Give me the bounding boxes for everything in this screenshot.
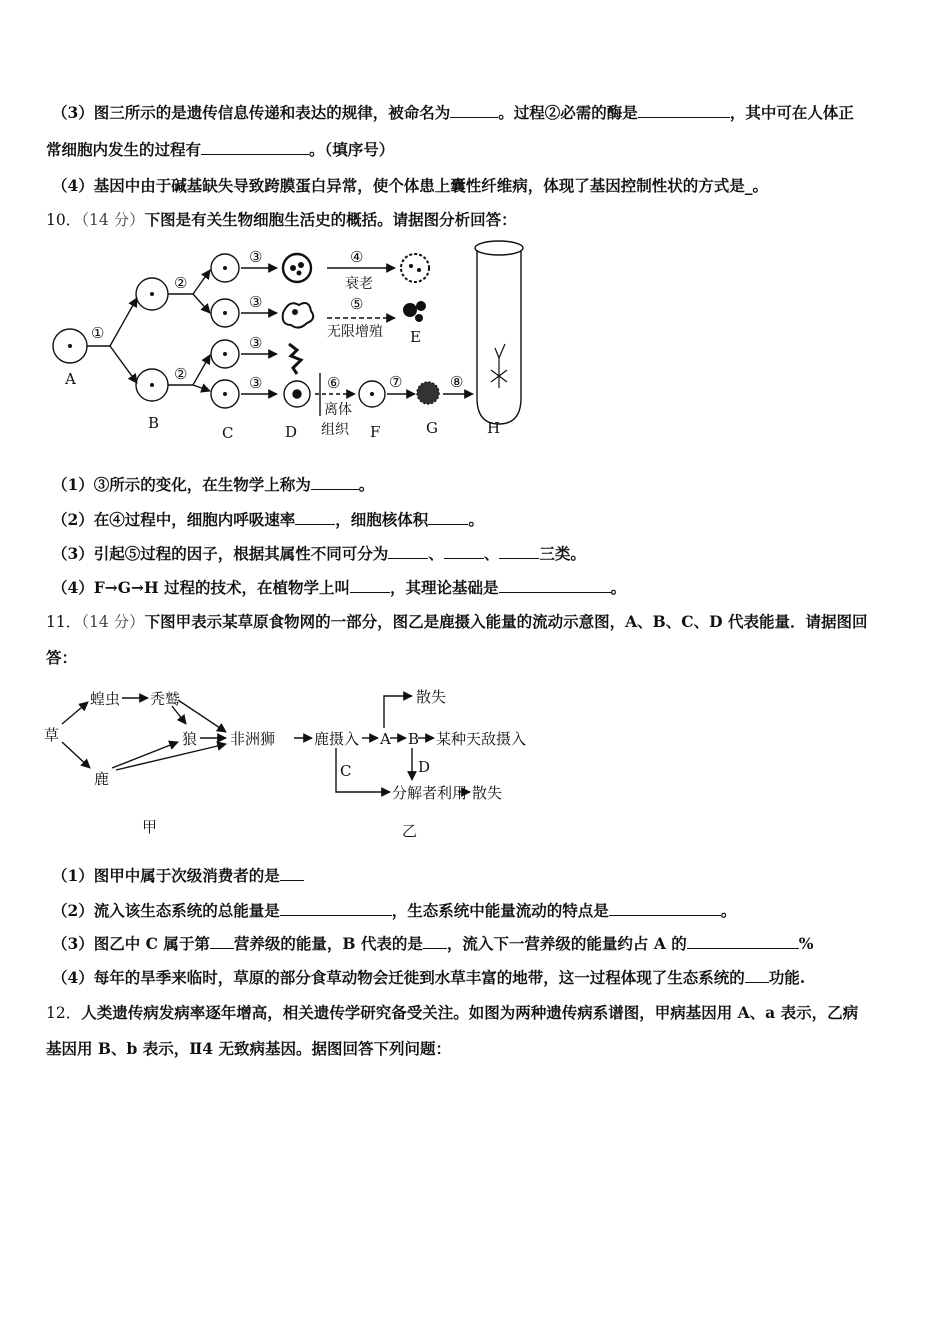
- node-lost-1: 散失: [416, 688, 447, 706]
- energy-flow-figure: [292, 680, 532, 840]
- step-3b: ③: [249, 293, 263, 311]
- label-C: C: [340, 762, 352, 780]
- blank: [499, 544, 539, 559]
- node-lost-2: 散失: [472, 784, 503, 802]
- step-3d: ③: [249, 374, 263, 392]
- q9-part3-line2: 常细胞内发生的过程有 。（填序号）: [46, 140, 395, 159]
- letter-A: A: [65, 370, 76, 388]
- q9-part3-line1: （3）图三所示的是遗传信息传递和表达的规律，被命名为 。过程②必需的酶是 ，其中可在人体正: [52, 103, 854, 122]
- node-B: B: [408, 730, 420, 748]
- blank: [388, 544, 428, 559]
- step-2a: ②: [174, 274, 188, 292]
- node-wolf: 狼: [182, 730, 198, 748]
- node-lion: 非洲狮: [230, 730, 276, 748]
- q11-part3: （3）图乙中 C 属于第 营养级的能量，B 代表的是 ，流入下一营养级的能量约占 A 的 %: [52, 934, 814, 953]
- q11-stem-line2: 答：: [46, 648, 78, 667]
- step-6: ⑥: [327, 374, 341, 392]
- blank: [423, 934, 447, 949]
- blank: [745, 968, 769, 983]
- letter-B: B: [148, 414, 160, 432]
- q9-part4: （4）基因中由于碱基缺失导致跨膜蛋白异常，使个体患上囊性纤维病，体现了基因控制性状的方式是_。: [52, 176, 769, 195]
- step-5: ⑤: [350, 295, 364, 313]
- label-D: D: [418, 758, 431, 776]
- node-vulture: 秃鹫: [150, 690, 181, 708]
- caption-jia: 甲: [142, 818, 158, 836]
- label-proliferation: 无限增殖: [327, 324, 383, 340]
- blank: [499, 578, 611, 593]
- blank: [280, 901, 392, 916]
- node-predator-intake: 某种天敌摄入: [436, 730, 527, 748]
- q10-part1: （1）③所示的变化，在生物学上称为 。: [52, 475, 375, 494]
- q10-stem: 10．（14 分）下图是有关生物细胞生活史的概括。请据图分析回答：: [46, 210, 517, 229]
- blank: [350, 578, 390, 593]
- q12-stem-line1: 12．人类遗传病发病率逐年增高，相关遗传学研究备受关注。如图为两种遗传病系谱图，甲病基因用 A、a 表示，乙病: [46, 1003, 859, 1022]
- letter-G: G: [426, 419, 438, 437]
- blank: [450, 103, 498, 118]
- q10-part4: （4）F→G→H 过程的技术，在植物学上叫 ，其理论基础是 。: [52, 578, 627, 597]
- caption-yi: 乙: [402, 822, 418, 840]
- cell-life-history-figure: [45, 238, 515, 448]
- step-3a: ③: [249, 248, 263, 266]
- letter-H: H: [487, 419, 501, 437]
- letter-F: F: [370, 423, 381, 441]
- q11-part2: （2）流入该生态系统的总能量是 ，生态系统中能量流动的特点是 。: [52, 901, 737, 920]
- letter-E: E: [410, 328, 421, 346]
- label-aging: 衰老: [345, 276, 373, 292]
- letter-C: C: [222, 424, 234, 442]
- node-decomposer: 分解者利用: [392, 784, 468, 802]
- node-deer-intake: 鹿摄入: [314, 730, 360, 748]
- q10-part2: （2）在④过程中，细胞内呼吸速率 ，细胞核体积 。: [52, 510, 484, 529]
- blank: [280, 866, 304, 881]
- step-7: ⑦: [389, 373, 403, 391]
- step-8: ⑧: [450, 373, 464, 391]
- blank: [201, 140, 309, 155]
- node-locust: 蝗虫: [90, 690, 121, 708]
- step-3c: ③: [249, 334, 263, 352]
- q11-part1: （1）图甲中属于次级消费者的是: [52, 866, 304, 886]
- node-deer: 鹿: [94, 770, 110, 788]
- q12-stem-line2: 基因用 B、b 表示，Ⅱ4 无致病基因。据图回答下列问题：: [46, 1039, 451, 1058]
- q11-stem-line1: 11．（14 分）下图甲表示某草原食物网的一部分，图乙是鹿摄入能量的流动示意图，A、B、C、D 代表能量．请据图回: [46, 612, 868, 631]
- q10-part3: （3）引起⑤过程的因子，根据其属性不同可分为 、 、 三类。: [52, 544, 586, 563]
- node-A: A: [380, 730, 391, 748]
- q11-part4: （4）每年的旱季来临时，草原的部分食草动物会迁徙到水草丰富的地带，这一过程体现了生态系统的 功能.: [52, 968, 806, 987]
- blank: [311, 475, 359, 490]
- blank: [444, 544, 484, 559]
- step-4: ④: [350, 248, 364, 266]
- blank: [295, 510, 335, 525]
- label-excised: 离体: [324, 402, 352, 418]
- step-2b: ②: [174, 365, 188, 383]
- blank: [638, 103, 730, 118]
- blank: [687, 934, 799, 949]
- step-1: ①: [91, 324, 105, 342]
- label-tissue: 组织: [321, 422, 349, 438]
- blank: [609, 901, 721, 916]
- food-web-figure: [40, 680, 280, 840]
- blank: [210, 934, 234, 949]
- blank: [428, 510, 468, 525]
- node-grass: 草: [44, 726, 60, 744]
- letter-D: D: [285, 423, 298, 441]
